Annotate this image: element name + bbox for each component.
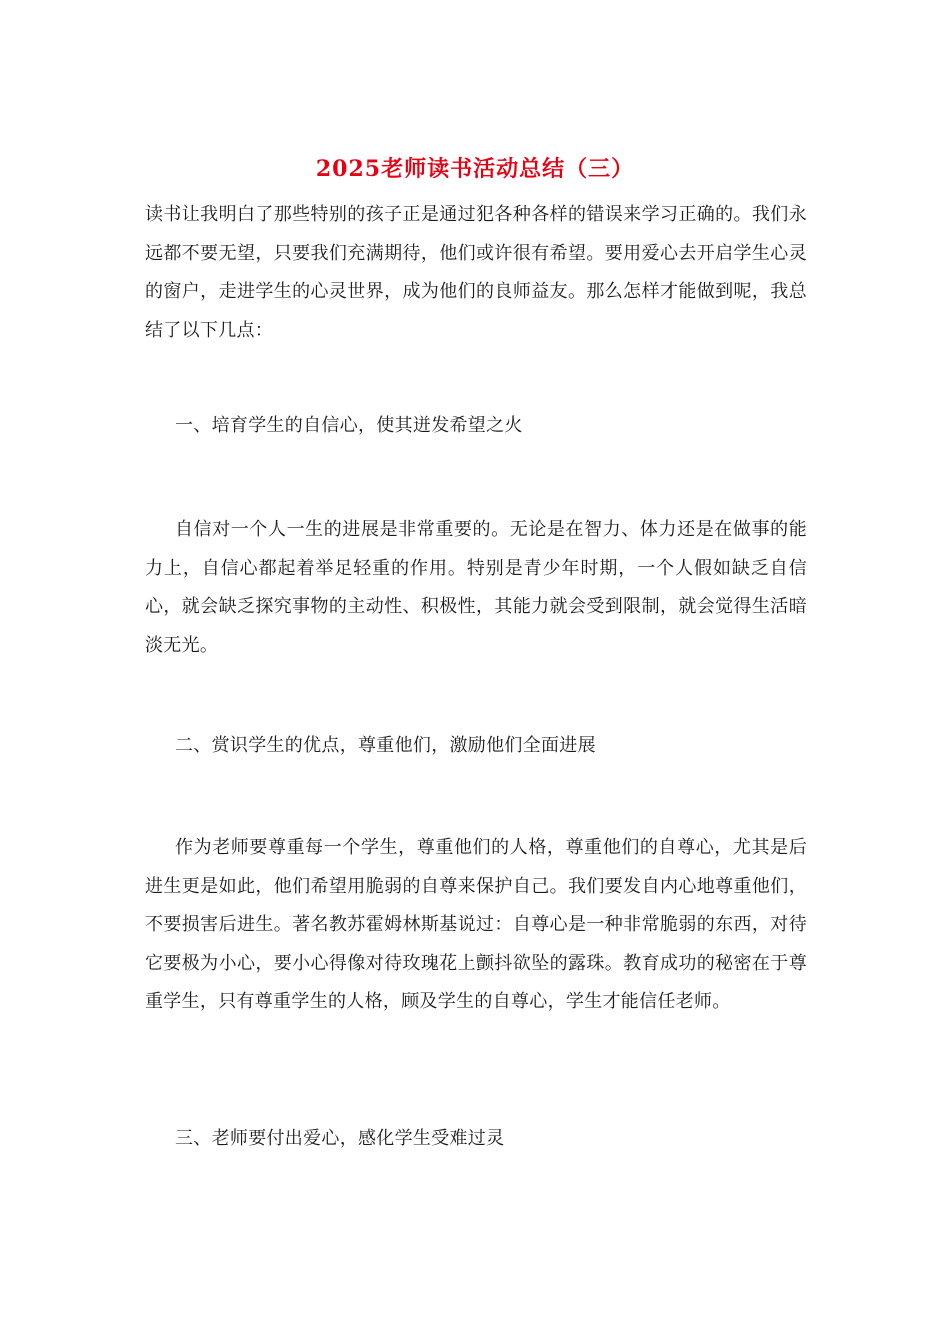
section-body-1: 自信对一个人一生的进展是非常重要的。无论是在智力、体力还是在做事的能力上，自信心都起着举足轻重的作用。特别是青少年时期，一个人假如缺乏自信心，就会缺乏探究事物的主动性、积极性，其能力就会受到限制，就会觉得生活暗淡无光。 <box>145 519 807 656</box>
section-body-2: 作为老师要尊重每一个学生，尊重他们的人格，尊重他们的自尊心，尤其是后进生更是如此，他们希望用脆弱的自尊来保护自己。我们要发自内心地尊重他们，不要损害后进生。著名教苏霍姆林斯基说过：自尊心是一种非常脆弱的东西，对待它要极为小心，要小心得像对待玫瑰花上颤抖欲坠的露珠。教育成功的秘密在于尊重学生，只有尊重学生的人格，顾及学生的自尊心，学生才能信任老师。 <box>145 837 807 1012</box>
section-heading-2: 二、赏识学生的优点，尊重他们，激励他们全面进展 <box>175 735 596 756</box>
section-heading-3: 三、老师要付出爱心，感化学生受难过灵 <box>175 1128 505 1149</box>
document-title: 2025老师读书活动总结（三） <box>315 156 635 182</box>
section-heading-1: 一、培育学生的自信心，使其迸发希望之火 <box>175 415 523 436</box>
intro-paragraph: 读书让我明白了那些特别的孩子正是通过犯各种各样的错误来学习正确的。我们永远都不要无望，只要我们充满期待，他们或许很有希望。要用爱心去开启学生心灵的窗户，走进学生的心灵世界，成为他们的良师益友。那么怎样才能做到呢，我总结了以下几点： <box>145 204 807 341</box>
